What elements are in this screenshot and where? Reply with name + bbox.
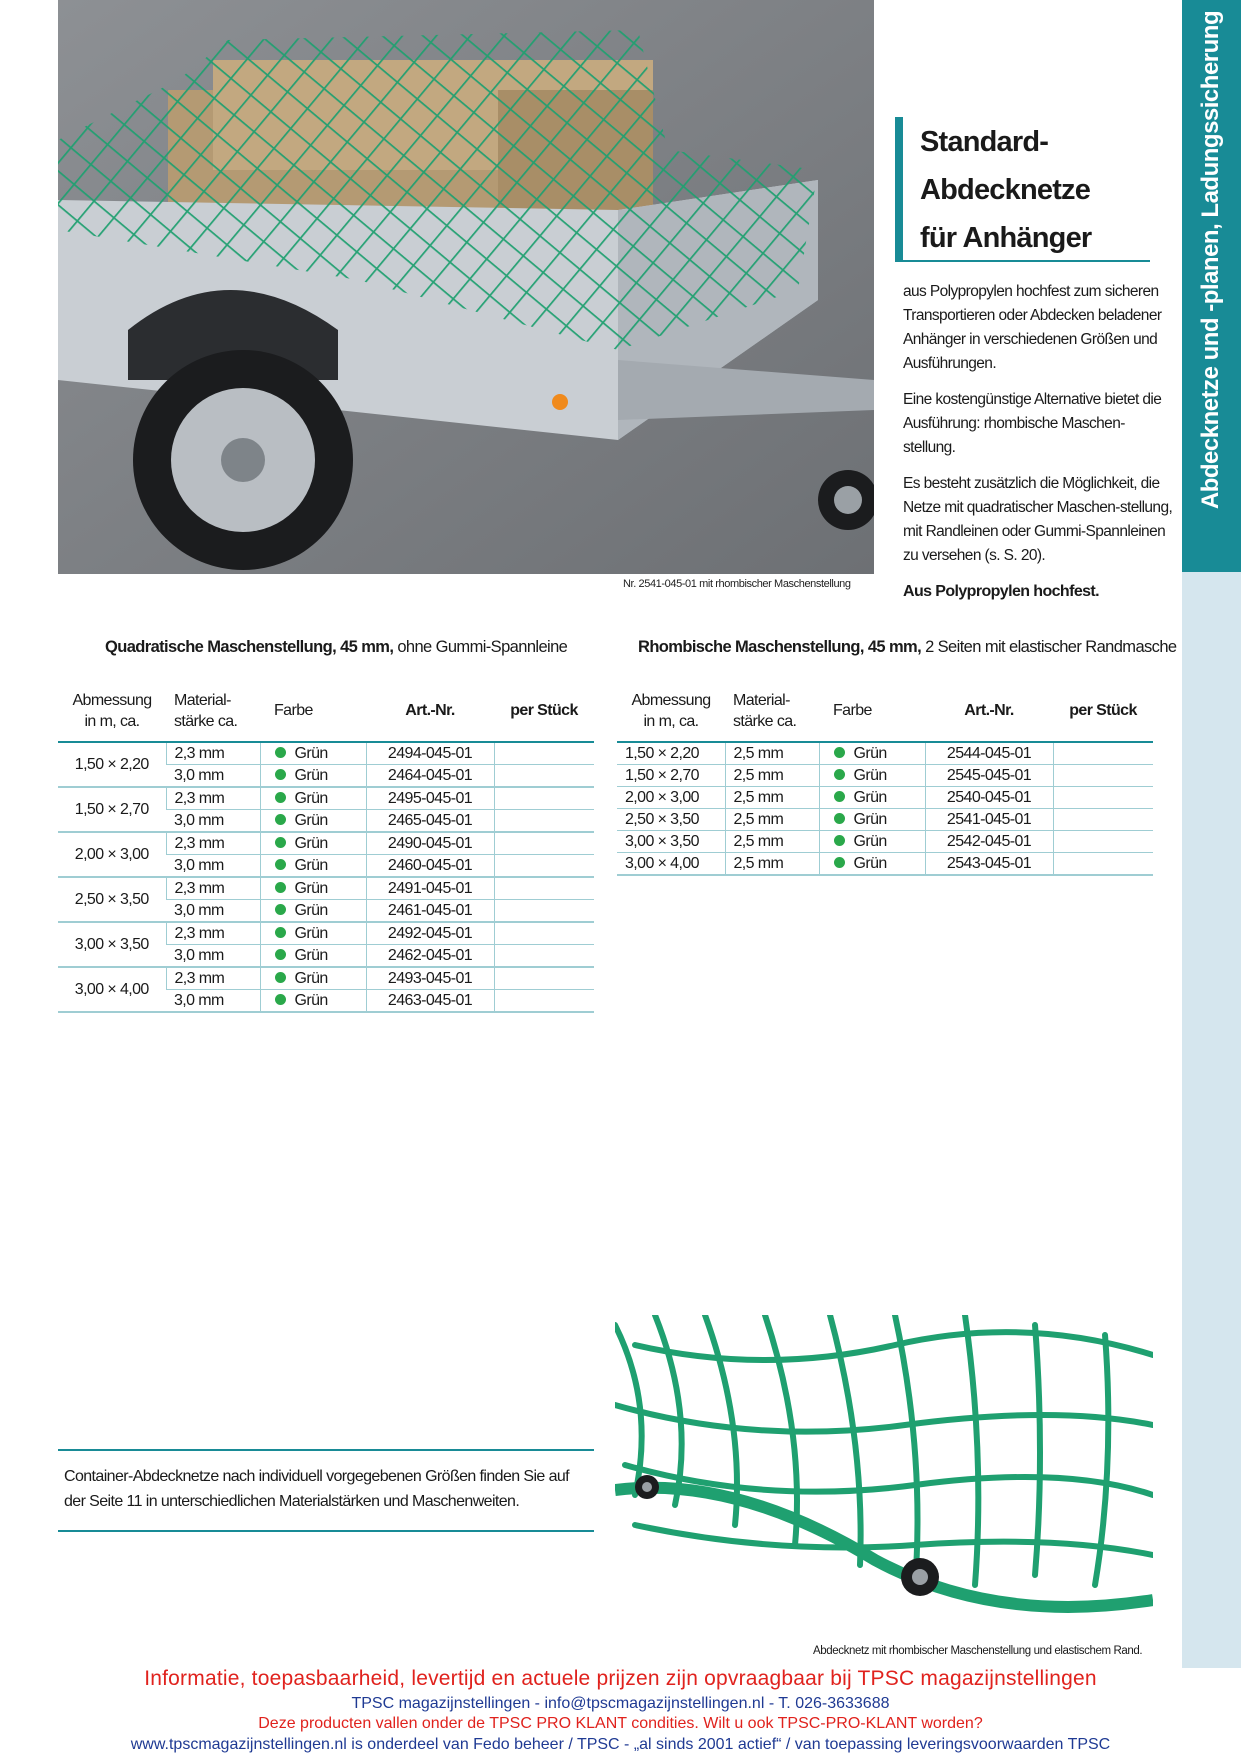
green-color-dot-icon xyxy=(834,835,845,846)
product-description xyxy=(903,280,1173,616)
color-label: Grün xyxy=(294,745,328,762)
article-number-cell: 2465-045-01 xyxy=(366,810,494,833)
dimension-cell: 1,50 × 2,70 xyxy=(58,787,166,832)
color-label: Grün xyxy=(294,812,328,829)
right-table-title-bold: Rhombische Maschenstellung, 45 mm, xyxy=(638,638,922,656)
right-table-title-rest: 2 Seiten mit elastischer Randmasche xyxy=(921,638,1177,656)
color-label: Grün xyxy=(853,789,887,806)
col-header-material: Material- stärke ca. xyxy=(725,680,819,742)
article-number-cell: 2490-045-01 xyxy=(366,832,494,855)
dimension-cell: 3,00 × 3,50 xyxy=(58,922,166,967)
col-header-article: Art.-Nr. xyxy=(366,680,494,742)
article-number-cell: 2543-045-01 xyxy=(925,853,1053,876)
green-color-dot-icon xyxy=(275,814,286,825)
green-color-dot-icon xyxy=(834,747,845,758)
material-cell: 2,5 mm xyxy=(725,742,819,765)
green-color-dot-icon xyxy=(275,972,286,983)
material-cell: 2,3 mm xyxy=(166,742,260,765)
square-mesh-table xyxy=(58,680,594,1013)
price-cell xyxy=(1053,809,1153,831)
green-color-dot-icon xyxy=(834,769,845,780)
table-row xyxy=(617,809,1153,831)
green-color-dot-icon xyxy=(275,859,286,870)
price-cell xyxy=(494,922,594,945)
green-color-dot-icon xyxy=(275,949,286,960)
color-cell xyxy=(260,945,366,968)
article-number-cell: 2542-045-01 xyxy=(925,831,1053,853)
material-cell: 2,5 mm xyxy=(725,809,819,831)
dimension-cell: 2,50 × 3,50 xyxy=(58,877,166,922)
color-cell xyxy=(260,877,366,900)
price-cell xyxy=(494,967,594,990)
page-title xyxy=(920,118,1091,262)
description-paragraph: Es besteht zusätzlich die Möglichkeit, die Netze mit quadratischer Maschen-stellung, mit Randleinen oder Gummi-Spannleinen zu versehen (s. S. 20). xyxy=(903,475,1173,564)
price-cell xyxy=(1053,831,1153,853)
material-cell: 2,5 mm xyxy=(725,787,819,809)
info-box-top-rule xyxy=(58,1449,594,1451)
footer-contact-line: TPSC magazijnstellingen - info@tpscmagazijnstellingen.nl - T. 026-3633688 xyxy=(351,1695,890,1712)
article-number-cell: 2460-045-01 xyxy=(366,855,494,878)
price-cell xyxy=(494,810,594,833)
color-cell xyxy=(260,787,366,810)
title-accent-bar xyxy=(895,117,903,261)
dimension-cell: 3,00 × 3,50 xyxy=(617,831,725,853)
dimension-cell: 3,00 × 4,00 xyxy=(617,853,725,876)
green-color-dot-icon xyxy=(275,882,286,893)
article-number-cell: 2464-045-01 xyxy=(366,765,494,788)
dimension-cell: 1,50 × 2,70 xyxy=(617,765,725,787)
green-color-dot-icon xyxy=(275,747,286,758)
color-label: Grün xyxy=(853,767,887,784)
photo-caption: Nr. 2541-045-01 mit rhombischer Maschenstellung xyxy=(623,578,851,590)
article-number-cell: 2544-045-01 xyxy=(925,742,1053,765)
color-cell xyxy=(260,810,366,833)
green-color-dot-icon xyxy=(275,837,286,848)
color-cell xyxy=(819,787,925,809)
rhombic-mesh-table xyxy=(617,680,1153,876)
container-net-note: Container-Abdecknetze nach individuell vorgegebenen Größen finden Sie auf der Seite 11 in unterschiedlichen Materialstärken und Maschenweiten. xyxy=(64,1468,570,1510)
price-cell xyxy=(494,900,594,923)
price-cell xyxy=(494,945,594,968)
col-header-color: Farbe xyxy=(819,680,925,742)
green-color-dot-icon xyxy=(834,813,845,824)
color-label: Grün xyxy=(294,970,328,987)
article-number-cell: 2463-045-01 xyxy=(366,990,494,1013)
price-cell xyxy=(494,787,594,810)
color-cell xyxy=(260,742,366,765)
sidebar-section-label: Abdecknetze und -planen, Ladungssicherung xyxy=(1197,10,1224,510)
material-cell: 3,0 mm xyxy=(166,990,260,1013)
color-cell xyxy=(819,831,925,853)
price-cell xyxy=(494,855,594,878)
material-cell: 3,0 mm xyxy=(166,765,260,788)
article-number-cell: 2545-045-01 xyxy=(925,765,1053,787)
color-label: Grün xyxy=(853,855,887,872)
color-label: Grün xyxy=(294,947,328,964)
title-line: Abdecknetze xyxy=(920,174,1091,206)
title-line: für Anhänger xyxy=(920,222,1092,254)
color-cell xyxy=(819,809,925,831)
green-color-dot-icon xyxy=(275,904,286,915)
dimension-cell: 2,00 × 3,00 xyxy=(58,832,166,877)
color-cell xyxy=(260,900,366,923)
left-table-title-rest: ohne Gummi-Spannleine xyxy=(393,638,568,656)
color-label: Grün xyxy=(294,992,328,1009)
color-label: Grün xyxy=(294,880,328,897)
table-row xyxy=(58,832,594,855)
color-label: Grün xyxy=(294,790,328,807)
col-header-dimension: Abmessung in m, ca. xyxy=(58,680,166,742)
table-row xyxy=(58,742,594,765)
color-cell xyxy=(260,832,366,855)
material-cell: 2,3 mm xyxy=(166,877,260,900)
dimension-cell: 3,00 × 4,00 xyxy=(58,967,166,1012)
article-number-cell: 2491-045-01 xyxy=(366,877,494,900)
price-cell xyxy=(1053,765,1153,787)
col-header-material: Material- stärke ca. xyxy=(166,680,260,742)
description-paragraph: Eine kostengünstige Alternative bietet die Ausführung: rhombische Maschen-stellung. xyxy=(903,391,1162,456)
material-cell: 2,3 mm xyxy=(166,922,260,945)
footer xyxy=(0,1664,1241,1756)
price-cell xyxy=(1053,742,1153,765)
price-cell xyxy=(494,990,594,1013)
info-box-bottom-rule xyxy=(58,1530,594,1532)
table-row xyxy=(617,853,1153,876)
color-cell xyxy=(260,967,366,990)
color-label: Grün xyxy=(853,833,887,850)
material-cell: 2,3 mm xyxy=(166,832,260,855)
table-row xyxy=(617,831,1153,853)
article-number-cell: 2495-045-01 xyxy=(366,787,494,810)
dimension-cell: 2,50 × 3,50 xyxy=(617,809,725,831)
table-row xyxy=(617,765,1153,787)
table-row xyxy=(58,967,594,990)
color-label: Grün xyxy=(294,902,328,919)
material-cell: 2,3 mm xyxy=(166,967,260,990)
dimension-cell: 2,00 × 3,00 xyxy=(617,787,725,809)
color-cell xyxy=(260,855,366,878)
material-cell: 2,3 mm xyxy=(166,787,260,810)
green-color-dot-icon xyxy=(834,857,845,868)
trailer-net-photo xyxy=(58,0,874,574)
description-emphasis: Aus Polypropylen hochfest. xyxy=(903,583,1099,600)
photo-caption: Abdecknetz mit rhombischer Maschenstellung und elastischem Rand. xyxy=(813,1645,1143,1657)
article-number-cell: 2494-045-01 xyxy=(366,742,494,765)
color-cell xyxy=(819,765,925,787)
price-cell xyxy=(494,742,594,765)
price-cell xyxy=(1053,787,1153,809)
left-table-title-bold: Quadratische Maschenstellung, 45 mm, xyxy=(105,638,394,656)
material-cell: 2,5 mm xyxy=(725,831,819,853)
title-line: Standard- xyxy=(920,126,1049,158)
sidebar-strip xyxy=(1182,572,1241,1668)
green-color-dot-icon xyxy=(275,994,286,1005)
table-row xyxy=(617,742,1153,765)
green-color-dot-icon xyxy=(834,791,845,802)
dimension-cell: 1,50 × 2,20 xyxy=(58,742,166,787)
color-cell xyxy=(819,853,925,876)
color-label: Grün xyxy=(294,767,328,784)
color-label: Grün xyxy=(853,811,887,828)
price-cell xyxy=(494,765,594,788)
footer-info-line: Informatie, toepasbaarheid, levertijd en actuele prijzen zijn opvraagbaar bij TPSC magazijnstellingen xyxy=(144,1667,1097,1690)
price-cell xyxy=(494,877,594,900)
article-number-cell: 2493-045-01 xyxy=(366,967,494,990)
description-paragraph: aus Polypropylen hochfest zum sicheren Transportieren oder Abdecken beladener Anhänger in verschiedenen Größen und Ausführungen. xyxy=(903,283,1162,372)
color-cell xyxy=(260,922,366,945)
article-number-cell: 2462-045-01 xyxy=(366,945,494,968)
left-table-title xyxy=(105,638,567,657)
article-number-cell: 2492-045-01 xyxy=(366,922,494,945)
price-cell xyxy=(494,832,594,855)
article-number-cell: 2540-045-01 xyxy=(925,787,1053,809)
col-header-price: per Stück xyxy=(1053,680,1153,742)
col-header-price: per Stück xyxy=(494,680,594,742)
color-label: Grün xyxy=(294,835,328,852)
color-cell xyxy=(260,990,366,1013)
material-cell: 3,0 mm xyxy=(166,855,260,878)
green-color-dot-icon xyxy=(275,792,286,803)
table-row xyxy=(617,787,1153,809)
table-row xyxy=(58,877,594,900)
table-row xyxy=(58,787,594,810)
footer-pro-line: Deze producten vallen onder de TPSC PRO KLANT condities. Wilt u ook TPSC-PRO-KLANT worden? xyxy=(258,1715,983,1732)
article-number-cell: 2541-045-01 xyxy=(925,809,1053,831)
green-color-dot-icon xyxy=(275,769,286,780)
material-cell: 3,0 mm xyxy=(166,945,260,968)
color-cell xyxy=(819,742,925,765)
price-cell xyxy=(1053,853,1153,876)
col-header-color: Farbe xyxy=(260,680,366,742)
col-header-dimension: Abmessung in m, ca. xyxy=(617,680,725,742)
material-cell: 3,0 mm xyxy=(166,900,260,923)
material-cell: 2,5 mm xyxy=(725,765,819,787)
material-cell: 2,5 mm xyxy=(725,853,819,876)
right-table-title xyxy=(638,638,1176,657)
material-cell: 3,0 mm xyxy=(166,810,260,833)
color-label: Grün xyxy=(853,745,887,762)
footer-legal-line: www.tpscmagazijnstellingen.nl is onderdeel van Fedo beheer / TPSC - „al sinds 2001 actief“ / van toepassing leveringsvoorwaarden TPSC xyxy=(130,1736,1111,1753)
col-header-article: Art.-Nr. xyxy=(925,680,1053,742)
table-row xyxy=(58,922,594,945)
dimension-cell: 1,50 × 2,20 xyxy=(617,742,725,765)
article-number-cell: 2461-045-01 xyxy=(366,900,494,923)
net-detail-photo xyxy=(615,1315,1153,1640)
color-label: Grün xyxy=(294,857,328,874)
color-cell xyxy=(260,765,366,788)
green-color-dot-icon xyxy=(275,927,286,938)
color-label: Grün xyxy=(294,925,328,942)
